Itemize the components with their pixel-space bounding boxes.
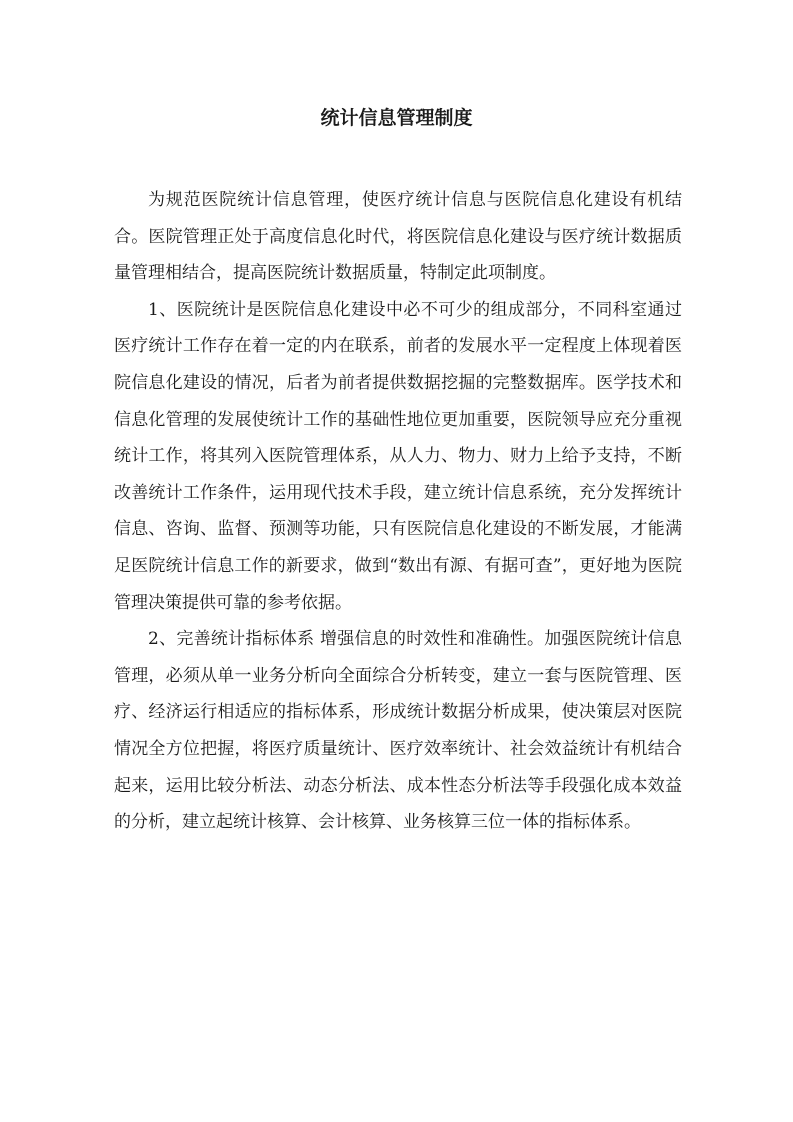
paragraph-2: 2、完善统计指标体系 增强信息的时效性和准确性。加强医院统计信息管理，必须从单一业务分析向全面综合分析转变，建立一套与医院管理、医疗、经济运行相适应的指标体系，形成统计数据分析成果，使决策层对医院情况全方位把握，将医疗质量统计、医疗效率统计、社会效益统计有机结合起来，运用比较分析法、动态分析法、成本性态分析法等手段强化成本效益的分析，建立起统计核算、会计核算、业务核算三位一体的指标体系。 (114, 629, 682, 833)
paragraph-1: 1、医院统计是医院信息化建设中必不可少的组成部分，不同科室通过医疗统计工作存在着一定的内在联系，前者的发展水平一定程度上体现着医院信息化建设的情况，后者为前者提供数据挖掘的完整数据库。医学技术和信息化管理的发展使统计工作的基础性地位更加重要，医院领导应充分重视统计工作，将其列入医院管理体系，从人力、物力、财力上给予支持，不断改善统计工作条件，运用现代技术手段，建立统计信息系统，充分发挥统计信息、咨询、监督、预测等功能，只有医院信息化建设的不断发展，才能满足医院统计信息工作的新要求，做到“数出有源、有据可查”，更好地为医院管理决策提供可靠的参考依据。 (114, 299, 682, 613)
document-body (114, 182, 682, 841)
document-title: 统计信息管理制度 (320, 107, 473, 129)
paragraph-intro: 为规范医院统计信息管理，使医疗统计信息与医院信息化建设有机结合。医院管理正处于高度信息化时代，将医院信息化建设与医疗统计数据质量管理相结合，提高医院统计数据质量，特制定此项制度。 (114, 190, 682, 284)
